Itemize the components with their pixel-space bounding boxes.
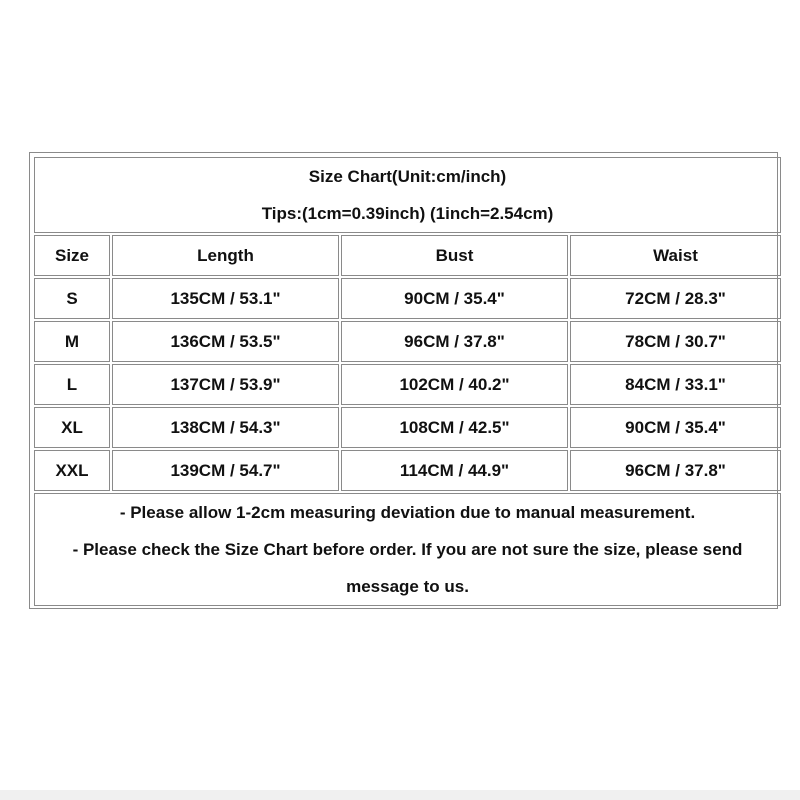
column-header-waist: Waist <box>570 235 781 276</box>
header-row <box>34 157 781 233</box>
column-header-bust: Bust <box>341 235 568 276</box>
bust-cell: 90CM / 35.4" <box>341 278 568 319</box>
column-header-size: Size <box>34 235 110 276</box>
size-cell: XXL <box>34 450 110 491</box>
size-cell: XL <box>34 407 110 448</box>
note-line: - Please allow 1-2cm measuring deviation due to manual measurement. <box>119 503 696 522</box>
bust-cell: 108CM / 42.5" <box>341 407 568 448</box>
waist-cell: 72CM / 28.3" <box>570 278 781 319</box>
column-header-length: Length <box>112 235 339 276</box>
notes-row <box>34 493 781 606</box>
bottom-strip <box>0 790 800 800</box>
chart-title: Size Chart(Unit:cm/inch) <box>308 167 507 186</box>
waist-cell: 90CM / 35.4" <box>570 407 781 448</box>
table-row <box>34 407 781 448</box>
size-cell: M <box>34 321 110 362</box>
length-cell: 136CM / 53.5" <box>112 321 339 362</box>
size-cell: L <box>34 364 110 405</box>
note-line: - Please check the Size Chart before order. If you are not sure the size, please send <box>72 540 743 559</box>
length-cell: 138CM / 54.3" <box>112 407 339 448</box>
length-cell: 137CM / 53.9" <box>112 364 339 405</box>
length-cell: 139CM / 54.7" <box>112 450 339 491</box>
chart-header <box>34 157 781 233</box>
table-row <box>34 364 781 405</box>
size-chart <box>29 152 778 609</box>
size-table <box>32 155 783 608</box>
size-cell: S <box>34 278 110 319</box>
waist-cell: 96CM / 37.8" <box>570 450 781 491</box>
length-cell: 135CM / 53.1" <box>112 278 339 319</box>
table-row <box>34 450 781 491</box>
bust-cell: 102CM / 40.2" <box>341 364 568 405</box>
waist-cell: 84CM / 33.1" <box>570 364 781 405</box>
note-line: message to us. <box>346 577 469 596</box>
bust-cell: 114CM / 44.9" <box>341 450 568 491</box>
chart-notes <box>34 493 781 606</box>
bust-cell: 96CM / 37.8" <box>341 321 568 362</box>
table-row <box>34 321 781 362</box>
column-header-row <box>34 235 781 276</box>
waist-cell: 78CM / 30.7" <box>570 321 781 362</box>
table-row <box>34 278 781 319</box>
chart-tips: Tips:(1cm=0.39inch) (1inch=2.54cm) <box>261 204 554 223</box>
